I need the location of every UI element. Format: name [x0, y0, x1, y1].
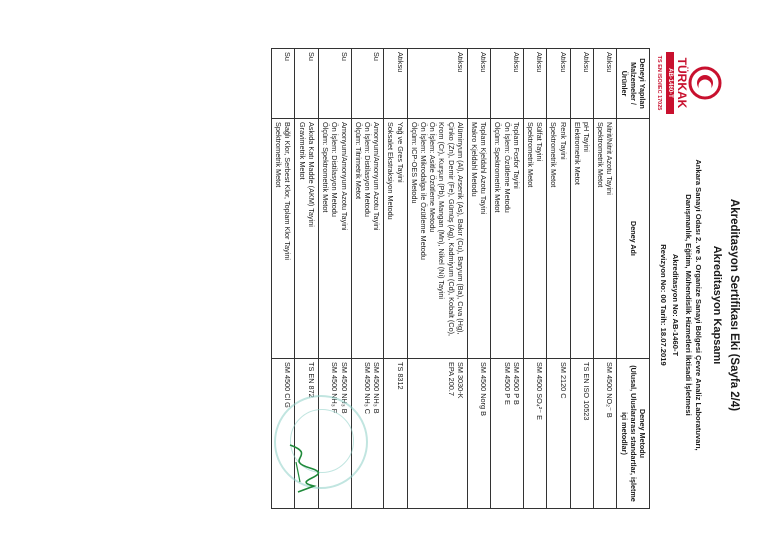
test-name-cell: [491, 119, 524, 359]
method-cell: [407, 359, 467, 509]
method-cell: [467, 359, 490, 509]
material-cell: Su: [351, 49, 384, 119]
accreditation-number: Akreditasyon No: AB-1460-T: [671, 253, 680, 357]
method-cell: [491, 359, 524, 509]
page-title: Akreditasyon Sertifikası Eki (Sayfa 2/4): [728, 198, 740, 412]
method-line: SM 4500 P E: [502, 362, 512, 405]
material-cell: Atıksu: [407, 49, 467, 119]
method-line: SM 4500 NH₃ F: [330, 362, 340, 414]
turkak-logo: [646, 52, 722, 114]
table-row: [384, 49, 407, 509]
revision-info: Revizyon No: 00 Tarih: 18.07.2019: [659, 244, 668, 366]
test-name-line: Sülfat Tayini: [535, 122, 545, 162]
method-line: TS 8312: [395, 362, 405, 390]
test-name-cell: [407, 119, 467, 359]
method-line: SM 3030-K: [455, 362, 465, 399]
material-cell: Atıksu: [491, 49, 524, 119]
material-cell: Atıksu: [384, 49, 407, 119]
test-name-line: pH Tayini: [581, 122, 591, 152]
test-name-cell: [318, 119, 351, 359]
test-name-line: Alüminyum (Al), Arsenik (As), Bakır (Cu), Baryum (Ba), Cıva (Hg), Çinko (Zn), Demir (Fe), Gümüş (Ag), Kadmiyum (Cd), Kobalt (Co), Krom (Cr), Kurşun (Pb), Mangan (Mn), Nikel (Ni) Tayini: [437, 122, 465, 337]
material-cell: Su: [272, 49, 295, 119]
material-cell: Atıksu: [523, 49, 546, 119]
test-name-line: Nitrit/Nitrit Azotu Tayini: [605, 122, 615, 195]
table-header-row: [617, 49, 650, 509]
test-name-line: Toplam Fosfor Tayini: [511, 122, 521, 189]
test-name-line: Ön İşlem: Mikrodalga ile Özütleme Metodu: [418, 122, 428, 260]
test-name-line: Makro Kjeldahl Metodu: [469, 122, 479, 197]
turkak-emblem-icon: [688, 52, 722, 114]
method-line: SM 4500 P B: [511, 362, 521, 405]
test-name-line: Yağ ve Gres Tayini: [395, 122, 405, 183]
header-material: Deneyi Yapılan Malzemeler / Ürünler: [617, 49, 650, 119]
method-line: SM 4500 NH₃ B: [372, 362, 382, 414]
method-cell: [523, 359, 546, 509]
organization-line-1: Ankara Sanayi Odası 2. ve 3. Organize Sanayi Bölgesi Çevre Analiz Laboratuvarı,: [694, 159, 703, 451]
header-test-name: Deney Adı: [617, 119, 650, 359]
method-line: TS EN ISO 10523: [581, 362, 591, 421]
test-name-line: Spektrometrik Metot: [525, 122, 535, 188]
organization-line-2: Danışmanlık, Eğitim, Mühendislik Hizmetleri İktisadi İşletmesi: [684, 194, 693, 416]
test-name-line: Renk Tayini: [558, 122, 568, 160]
test-name-cell: [384, 119, 407, 359]
test-name-cell: [547, 119, 570, 359]
method-line: SM 4500 Norg B: [479, 362, 489, 416]
method-line: SM 4500 NH₃ C: [362, 362, 372, 415]
test-name-line: Ölçüm: ICP-OES Metodu: [409, 122, 419, 204]
test-name-line: Amonyum/Amonyum Azotu Tayini: [372, 122, 382, 231]
method-cell: [384, 359, 407, 509]
table-row: [523, 49, 546, 509]
method-line: SM 4500 NO₂⁻ B: [605, 362, 615, 418]
header-method-title: Deney Metodu: [638, 408, 647, 459]
test-name-line: Ön İşlem: Distilasyon Metodu: [362, 122, 372, 217]
material-cell: Atıksu: [593, 49, 616, 119]
test-name-line: Bağlı Klor, Serbest Klor, Toplam Klor Tayini: [283, 122, 293, 261]
material-cell: Atıksu: [570, 49, 593, 119]
header-method: [617, 359, 650, 509]
method-cell: [570, 359, 593, 509]
test-name-line: Spektrometrik Metot: [549, 122, 559, 188]
material-cell: Su: [295, 49, 318, 119]
method-line: TS EN 872: [306, 362, 316, 398]
test-name-cell: [467, 119, 490, 359]
method-line: SM 2120 C: [558, 362, 568, 399]
logo-name: TÜRKAK: [675, 57, 689, 109]
test-name-line: Ölçüm: Spektrometrik Metot: [493, 122, 503, 213]
test-name-line: Gravimetrik Metot: [297, 122, 307, 180]
header-method-subtitle: (Ulusal, Uluslararası standartlar, işletme içi metodlar): [619, 365, 638, 502]
test-name-line: Ölçüm: Spektrometrik Metot: [321, 122, 331, 213]
table-row: [407, 49, 467, 509]
test-name-line: Spektrometrik Metot: [596, 122, 606, 188]
signature-icon: [278, 440, 328, 500]
test-name-line: Soksalet Ekstraksiyon Metodu: [386, 122, 396, 220]
table-row: [570, 49, 593, 509]
page-subtitle: Akreditasyon Kapsamı: [711, 245, 723, 365]
test-name-line: Askıda Katı Madde (AKM) Tayini: [306, 122, 316, 227]
method-line: SM 4500 SO₄²⁻ E: [535, 362, 545, 420]
material-cell: Atıksu: [467, 49, 490, 119]
logo-standard: TS EN ISO/IEC 17025: [656, 55, 662, 111]
material-cell: Su: [318, 49, 351, 119]
logo-number: AB-1460-T: [666, 52, 674, 114]
test-name-cell: [570, 119, 593, 359]
method-cell: [547, 359, 570, 509]
method-line: EPA 200.7: [446, 362, 456, 396]
table-row: [547, 49, 570, 509]
material-cell: Atıksu: [547, 49, 570, 119]
method-line: SM 4500 Cl G: [283, 362, 293, 408]
test-name-line: Ön İşlem: Distilasyon Metodu: [330, 122, 340, 217]
test-name-line: Ölçüm: Titrimetrik Metot: [353, 122, 363, 200]
test-name-line: Spektrometrik Metot: [274, 122, 284, 188]
test-name-cell: [272, 119, 295, 359]
test-name-cell: [593, 119, 616, 359]
method-cell: [593, 359, 616, 509]
test-name-line: Elektrometrik Metot: [572, 122, 582, 185]
table-row: [467, 49, 490, 509]
test-name-line: Ön İşlem: Asitle Özütleme Metodu: [428, 122, 438, 233]
test-name-cell: [523, 119, 546, 359]
method-line: SM 4500 NH₃ B: [339, 362, 349, 414]
test-name-line: Ön İşlem: Özütleme Metodu: [502, 122, 512, 213]
test-name-line: Toplam Kjeldahl Azotu Tayini: [479, 122, 489, 215]
test-name-cell: [295, 119, 318, 359]
table-row: [593, 49, 616, 509]
test-name-cell: [351, 119, 384, 359]
table-row: [491, 49, 524, 509]
test-name-line: Amonyum/Amonyum Azotu Tayini: [339, 122, 349, 231]
organization-name: [683, 150, 703, 460]
